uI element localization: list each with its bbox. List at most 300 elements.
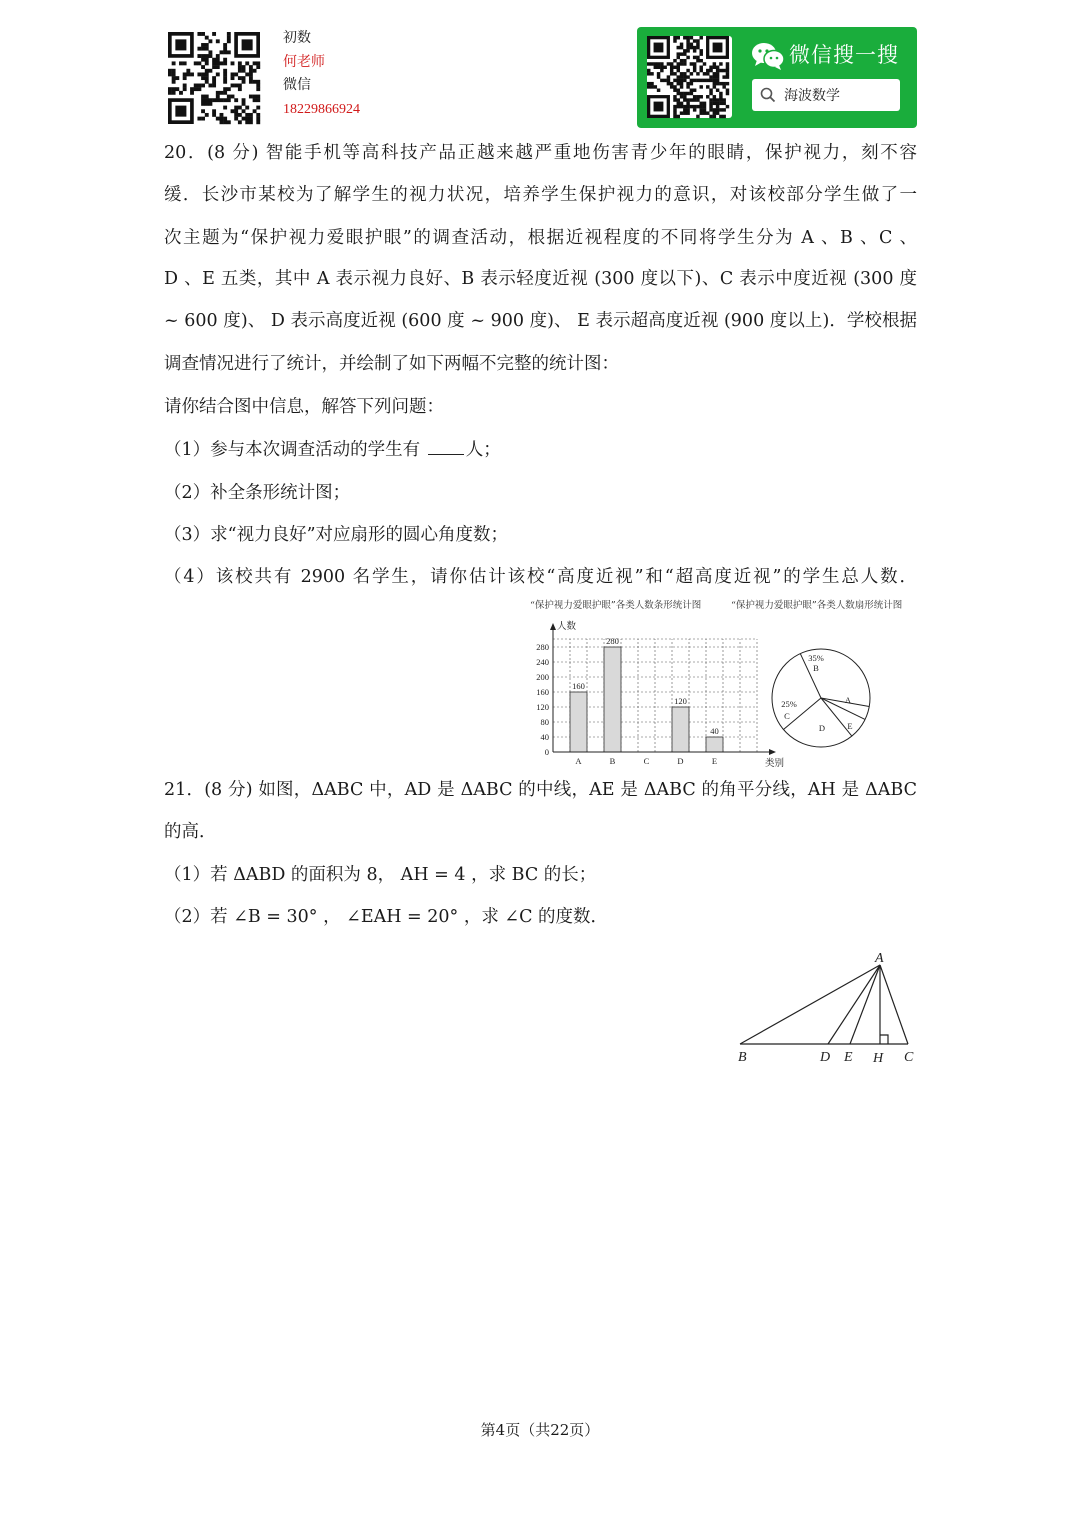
qr-module [693, 39, 696, 42]
qr-module [713, 79, 716, 82]
bar-value-label: 120 [674, 696, 687, 706]
pie-slice-label: C [784, 711, 790, 721]
qr-module [690, 46, 693, 49]
qr-module [227, 87, 231, 91]
y-tick-label: 200 [536, 672, 549, 682]
qr-module [242, 102, 246, 106]
pie-slice-label: B [813, 663, 819, 673]
qr-module [699, 49, 702, 52]
qr-module [238, 120, 242, 124]
qr-module [220, 120, 224, 124]
x-tick-label: B [609, 756, 616, 766]
qr-module [706, 69, 709, 72]
qr-module [220, 113, 224, 117]
qr-module [660, 79, 663, 82]
qr-module [234, 117, 238, 121]
qr-module [680, 92, 683, 95]
qr-module [647, 85, 650, 88]
qr-module [208, 39, 212, 43]
qr-module [205, 72, 209, 76]
qr-module [716, 72, 719, 75]
qr-module [231, 72, 235, 76]
qr-module [183, 76, 187, 80]
qr-module [703, 111, 706, 114]
qr-module [253, 80, 257, 84]
qr-module [654, 62, 657, 65]
qr-module [256, 84, 260, 88]
qr-module [719, 82, 722, 85]
bar-value-label: 40 [710, 726, 719, 736]
qr-module [212, 113, 216, 117]
qr-module [709, 79, 712, 82]
qr-module [677, 98, 680, 101]
qr-module [677, 105, 680, 108]
qr-module [696, 56, 699, 59]
qr-module [670, 72, 673, 75]
qr-module [245, 106, 249, 110]
qr-module [690, 92, 693, 95]
qr-module [654, 66, 657, 69]
qr-module [713, 115, 716, 118]
qr-module [201, 76, 205, 80]
qr-module [670, 62, 673, 65]
qr-module [201, 65, 205, 69]
qr-module [693, 49, 696, 52]
qr-module [657, 72, 660, 75]
qr-module [223, 98, 227, 102]
qr-module [179, 61, 183, 65]
qr-module [172, 61, 176, 65]
qr-module [205, 43, 209, 47]
qr-module [713, 102, 716, 105]
label-d: D [820, 1050, 831, 1065]
y-tick-label: 160 [536, 687, 549, 697]
contact-line-1: 初数 [283, 30, 311, 46]
qr-module [253, 95, 257, 99]
qr-module [713, 66, 716, 69]
y-axis-label: 人数 [557, 621, 577, 632]
qr-module [216, 61, 220, 65]
qr-module [680, 62, 683, 65]
qr-module [172, 87, 176, 91]
qr-module [245, 72, 249, 76]
q20-line-2: 缓．长沙市某校为了解学生的视力状况，培养学生保护视力的意识，对该校部分学生做了一 [164, 185, 917, 205]
qr-module [706, 72, 709, 75]
qr-module [168, 69, 172, 73]
qr-module [186, 69, 190, 73]
qr-module [680, 111, 683, 114]
q21-line-1: 21．(8 分) 如图，ΔABC 中，AD 是 ΔABC 的中线，AE 是 ΔABC 的角平分线，AH 是 ΔABC [164, 780, 917, 800]
q20-sub-1-unit: 人； [465, 440, 501, 460]
qr-module [673, 39, 676, 42]
qr-module [650, 72, 653, 75]
qr-module [220, 50, 224, 54]
qr-module [249, 72, 253, 76]
y-axis-arrow [550, 623, 556, 630]
qr-module [223, 76, 227, 80]
qr-module [216, 58, 220, 62]
qr-module [650, 82, 653, 85]
qr-module [683, 95, 686, 98]
qr-module [212, 76, 216, 80]
qr-finder-core [713, 43, 723, 53]
qr-module [696, 43, 699, 46]
q20-prompt: 请你结合图中信息，解答下列问题： [164, 397, 444, 417]
qr-module [234, 98, 238, 102]
qr-module [680, 52, 683, 55]
label-h: H [873, 1051, 884, 1066]
qr-module [197, 87, 201, 91]
qr-module [190, 87, 194, 91]
qr-module [205, 113, 209, 117]
qr-module [673, 98, 676, 101]
y-tick-label: 80 [540, 717, 549, 727]
wechat-search-title: 微信搜一搜 [789, 43, 899, 67]
qr-module [231, 61, 235, 65]
qr-module [234, 72, 238, 76]
qr-module [212, 98, 216, 102]
qr-module [677, 92, 680, 95]
qr-module [249, 113, 253, 117]
wechat-search-banner[interactable] [637, 27, 917, 128]
qr-module [683, 36, 686, 39]
qr-module [242, 109, 246, 113]
qr-module [245, 61, 249, 65]
qr-module [227, 95, 231, 99]
qr-module [256, 113, 260, 117]
qr-module [683, 49, 686, 52]
qr-module [719, 69, 722, 72]
qr-module [686, 82, 689, 85]
qr-module [719, 102, 722, 105]
q20-line-1: 20．(8 分) 智能手机等高科技产品正越来越严重地伤害青少年的眼睛，保护视力，刻不容 [164, 143, 917, 163]
qr-module [699, 69, 702, 72]
qr-module [238, 106, 242, 110]
qr-module [703, 108, 706, 111]
qr-module [172, 76, 176, 80]
qr-module [201, 43, 205, 47]
qr-module [683, 105, 686, 108]
qr-module [726, 88, 729, 91]
label-a: A [875, 951, 884, 966]
qr-module [726, 72, 729, 75]
qr-finder-core [654, 43, 664, 53]
q20-sub-1-text: （1）参与本次调查活动的学生有 [164, 440, 426, 460]
qr-module [709, 108, 712, 111]
x-tick-label: C [643, 756, 650, 766]
answer-blank[interactable] [428, 440, 464, 455]
bar-chart-title: “保护视力爱眼护眼”各类人数条形统计图 [530, 600, 702, 611]
qr-module [223, 58, 227, 62]
qr-module [719, 92, 722, 95]
qr-module [223, 120, 227, 124]
qr-module [238, 69, 242, 73]
qr-module [205, 36, 209, 40]
qr-module [699, 59, 702, 62]
qr-module [249, 69, 253, 73]
qr-module [686, 111, 689, 114]
qr-module [186, 72, 190, 76]
qr-module [709, 98, 712, 101]
qr-module [677, 82, 680, 85]
qr-module [227, 50, 231, 54]
y-tick-label: 120 [536, 702, 549, 712]
qr-module [220, 61, 224, 65]
qr-module [249, 95, 253, 99]
qr-module [256, 120, 260, 124]
qr-module [713, 72, 716, 75]
qr-module [699, 95, 702, 98]
qr-module [234, 84, 238, 88]
qr-module [168, 87, 172, 91]
label-e: E [844, 1050, 853, 1065]
qr-module [673, 85, 676, 88]
qr-module [696, 115, 699, 118]
wechat-logo-icon [751, 41, 785, 75]
x-tick-label: A [575, 756, 582, 766]
qr-module [690, 82, 693, 85]
qr-module [716, 102, 719, 105]
qr-module [223, 47, 227, 51]
qr-module [686, 43, 689, 46]
qr-module [216, 54, 220, 58]
contact-info [283, 27, 360, 121]
qr-module [223, 43, 227, 47]
qr-module [208, 102, 212, 106]
qr-module [201, 72, 205, 76]
qr-module [205, 80, 209, 84]
qr-module [703, 79, 706, 82]
qr-module [703, 62, 706, 65]
qr-module [242, 80, 246, 84]
qr-module [693, 79, 696, 82]
qr-module [667, 75, 670, 78]
qr-module [197, 47, 201, 51]
qr-module [657, 75, 660, 78]
qr-module [713, 108, 716, 111]
qr-module [726, 66, 729, 69]
qr-module [234, 113, 238, 117]
qr-module [703, 105, 706, 108]
wechat-search-box[interactable] [752, 79, 900, 111]
qr-module [168, 72, 172, 76]
qr-module [673, 88, 676, 91]
qr-module [670, 69, 673, 72]
qr-module [716, 98, 719, 101]
qr-module [205, 47, 209, 51]
qr-module [657, 88, 660, 91]
qr-module [696, 105, 699, 108]
qr-module [194, 87, 198, 91]
qr-module [722, 102, 725, 105]
y-tick-label: 280 [536, 642, 549, 652]
qr-module [663, 79, 666, 82]
qr-module [683, 111, 686, 114]
qr-module [693, 108, 696, 111]
qr-module [699, 111, 702, 114]
qr-code-left [168, 32, 260, 125]
qr-module [673, 105, 676, 108]
qr-module [683, 75, 686, 78]
qr-module [227, 36, 231, 40]
qr-module [245, 117, 249, 121]
qr-module [657, 62, 660, 65]
qr-module [686, 92, 689, 95]
qr-finder-core [654, 102, 664, 112]
qr-module [699, 85, 702, 88]
qr-module [245, 120, 249, 124]
search-icon [760, 87, 776, 107]
qr-module [706, 95, 709, 98]
qr-module [205, 102, 209, 106]
qr-module [716, 69, 719, 72]
qr-module [223, 61, 227, 65]
qr-module [249, 80, 253, 84]
qr-module [673, 79, 676, 82]
qr-module [683, 72, 686, 75]
qr-module [690, 88, 693, 91]
qr-module [650, 62, 653, 65]
qr-module [201, 117, 205, 121]
bar-value-label: 280 [606, 636, 619, 646]
qr-module [216, 98, 220, 102]
qr-module [709, 102, 712, 105]
qr-module [693, 98, 696, 101]
qr-module [673, 95, 676, 98]
qr-module [696, 98, 699, 101]
qr-module [201, 32, 205, 36]
qr-module [699, 105, 702, 108]
x-tick-label: E [711, 756, 718, 766]
qr-module [212, 84, 216, 88]
qr-module [722, 75, 725, 78]
qr-module [696, 46, 699, 49]
qr-module [168, 91, 172, 95]
qr-module [716, 111, 719, 114]
qr-module [696, 72, 699, 75]
qr-module [719, 98, 722, 101]
qr-module [686, 49, 689, 52]
qr-module [205, 54, 209, 58]
qr-module [220, 117, 224, 121]
qr-module [208, 98, 212, 102]
qr-module [205, 69, 209, 73]
pie-slice-label: D [818, 723, 826, 733]
qr-module [673, 108, 676, 111]
qr-module [197, 61, 201, 65]
qr-module [677, 69, 680, 72]
qr-module [238, 87, 242, 91]
pie-chart [768, 645, 874, 751]
qr-module [205, 76, 209, 80]
q20-sub-4: （4）该校共有 2900 名学生，请你估计该校“高度近视”和“超高度近视”的学生总人数． [164, 567, 917, 587]
q20-sub-1 [164, 438, 501, 462]
qr-module [183, 61, 187, 65]
qr-module [670, 82, 673, 85]
qr-module [680, 102, 683, 105]
qr-module [256, 65, 260, 69]
qr-module [197, 84, 201, 88]
qr-module [696, 59, 699, 62]
qr-module [713, 98, 716, 101]
right-angle-mark [880, 1035, 888, 1044]
label-b: B [738, 1050, 747, 1065]
qr-module [223, 50, 227, 54]
qr-module [201, 58, 205, 62]
qr-module [683, 52, 686, 55]
qr-module [201, 54, 205, 58]
bar [604, 647, 621, 752]
qr-module [223, 91, 227, 95]
qr-module [227, 120, 231, 124]
qr-module [172, 72, 176, 76]
qr-module [223, 106, 227, 110]
qr-module [201, 109, 205, 113]
qr-module [647, 69, 650, 72]
qr-module [693, 62, 696, 65]
qr-module [231, 109, 235, 113]
qr-module [677, 115, 680, 118]
qr-module [706, 79, 709, 82]
qr-module [647, 62, 650, 65]
qr-module [201, 98, 205, 102]
qr-module [677, 66, 680, 69]
qr-module [677, 36, 680, 39]
qr-module [693, 66, 696, 69]
qr-module [699, 66, 702, 69]
qr-module [683, 98, 686, 101]
qr-module [227, 98, 231, 102]
qr-module [657, 66, 660, 69]
qr-module [690, 43, 693, 46]
qr-module [693, 69, 696, 72]
x-tick-label: D [677, 756, 684, 766]
qr-module [706, 85, 709, 88]
qr-module [256, 98, 260, 102]
qr-module [677, 102, 680, 105]
qr-module [686, 98, 689, 101]
qr-module [673, 36, 676, 39]
qr-module [709, 92, 712, 95]
q20-line-4: D 、E 五类，其中 A 表示视力良好、B 表示轻度近视 (300 度以下)、C 表示中度近视 (300 度 [164, 269, 917, 289]
qr-module [256, 95, 260, 99]
qr-module [256, 80, 260, 84]
qr-module [231, 84, 235, 88]
qr-module [683, 62, 686, 65]
qr-module [249, 76, 253, 80]
qr-module [686, 102, 689, 105]
qr-module [190, 91, 194, 95]
qr-module [194, 61, 198, 65]
y-tick-label: 0 [544, 747, 549, 757]
qr-module [719, 108, 722, 111]
qr-module [197, 117, 201, 121]
bar [570, 692, 587, 752]
qr-module [709, 69, 712, 72]
qr-module [220, 91, 224, 95]
qr-module [722, 115, 725, 118]
qr-module [726, 62, 729, 65]
qr-module [212, 65, 216, 69]
qr-module [223, 87, 227, 91]
qr-module [238, 113, 242, 117]
qr-module [677, 88, 680, 91]
qr-module [256, 87, 260, 91]
segment-ab [740, 965, 880, 1044]
qr-module [677, 79, 680, 82]
qr-module [690, 72, 693, 75]
qr-module [709, 66, 712, 69]
